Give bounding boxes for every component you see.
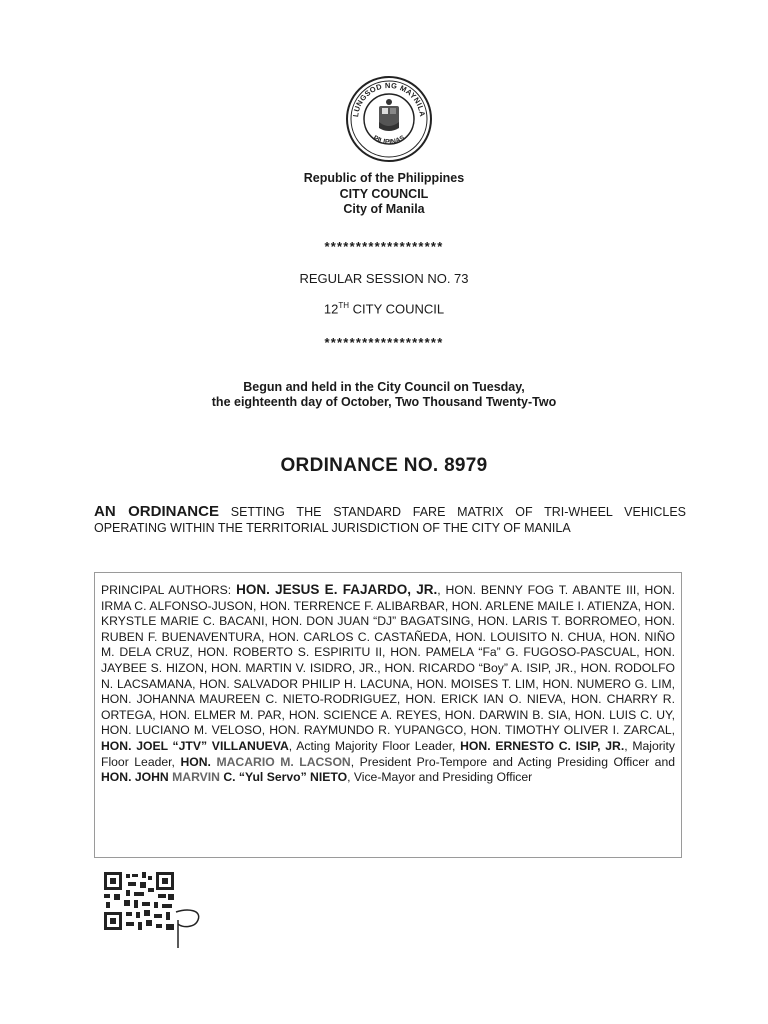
nieto-role: , Vice-Mayor and Presiding Officer: [347, 770, 533, 785]
nieto-rest: C. “Yul Servo” NIETO: [219, 770, 348, 785]
council-rest: CITY COUNCIL: [349, 301, 445, 317]
lacson-name: MACARIO M. LACSON: [216, 754, 351, 769]
nieto-marvin: MARVIN: [172, 770, 220, 785]
republic-line: Republic of the Philippines: [303, 171, 465, 185]
separator-bottom: *******************: [324, 335, 444, 350]
ordinance-description: [94, 504, 686, 536]
header: [0, 171, 768, 218]
council-sup: TH: [338, 301, 350, 310]
nieto-hon: HON. JOHN: [101, 770, 173, 785]
city-seal-icon: [344, 74, 434, 164]
signature-initial-icon: [168, 890, 208, 950]
lead-author: JESUS E. FAJARDO, JR.: [275, 582, 438, 597]
lacson-role: , President Pro-Tempore and Acting Presiding Officer and: [350, 754, 676, 769]
isip-name: HON. ERNESTO C. ISIP, JR.: [460, 738, 625, 753]
svg-text:LUNGSOD NG MAYNILA: LUNGSOD NG MAYNILA: [351, 80, 428, 118]
authors-list: , HON. BENNY FOG T. ABANTE III, HON. IRMA C. ALFONSO-JUSON, HON. TERRENCE F. ALIBARBAR, HON. ARLENE MAILE I. ATIENZA, HON. KRYSTLE MARIE C. BACANI, HON. DON JUAN “DJ” BAGATSING, HON. LARIS T. BORROMEO, HON. RUBEN F. BUENAVENTURA, HON. CARLOS C. CASTAÑEDA, HON. LOUISITO N. CHUA, HON. NIÑO M. DELA CRUZ, HON. ROBERTO S. ESPIRITU II, HON. PAMELA “Fa” G. FUGOSO-PASCUAL, HON. JAYBEE S. HIZON, HON. MARTIN V. ISIDRO, JR., HON. RICARDO “Boy” A. ISIP, JR., HON. RODOLFO N. LACSAMANA, HON. SALVADOR PHILIP H. LACUNA, HON. MOISES T. LIM, HON. NUMERO G. LIM, HON. JOHANNA MAUREEN C. NIETO-RODRIGUEZ, HON. ERICK IAN O. NIEVA, HON. CHARRY R. ORTEGA, HON. ELMER M. PAR, HON. SCIENCE A. REYES, HON. DARWIN B. SIA, HON. LUIS C. UY, HON. LUCIANO M. VELOSO, HON. RAYMUNDO R. YUPANGCO, HON. TIMOTHY OLIVER I. ZARCAL,: [101, 583, 675, 738]
svg-text:PILIPINAS: PILIPINAS: [371, 134, 407, 147]
authors-box: [94, 572, 682, 858]
begun-block: [0, 380, 768, 410]
ordinance-desc-text: SETTING THE STANDARD FARE MATRIX OF TRI-WHEEL VEHICLES OPERATING WITHIN THE TERRITORIAL JURISDICTION OF THE CITY OF MANILA: [94, 505, 687, 535]
ordinance-lead: AN ORDINANCE: [94, 503, 219, 520]
qr-code-icon[interactable]: [104, 872, 178, 932]
council-number: [0, 301, 768, 316]
begun-line-2: the eighteenth day of October, Two Thousand Twenty-Two: [211, 395, 557, 409]
session-number: REGULAR SESSION NO. 73: [299, 271, 469, 286]
authors-text: [101, 582, 675, 786]
villanueva-name: HON. JOEL “JTV” VILLANUEVA: [101, 738, 289, 753]
authors-label: PRINCIPAL AUTHORS:: [101, 583, 237, 597]
lacson-hon: HON.: [180, 754, 217, 769]
city-council-line: CITY COUNCIL: [339, 186, 429, 201]
separator-top: *******************: [324, 239, 444, 254]
begun-line-1: Begun and held in the City Council on Tuesday,: [243, 380, 525, 394]
ordinance-title: ORDINANCE NO. 8979: [280, 455, 488, 476]
isip-role: , Majority Floor Leader,: [101, 738, 675, 769]
villanueva-role: , Acting Majority Floor Leader,: [288, 738, 461, 753]
city-of-manila-line: City of Manila: [343, 202, 425, 216]
council-num: 12: [323, 301, 339, 317]
hon-prefix: HON.: [236, 582, 276, 597]
